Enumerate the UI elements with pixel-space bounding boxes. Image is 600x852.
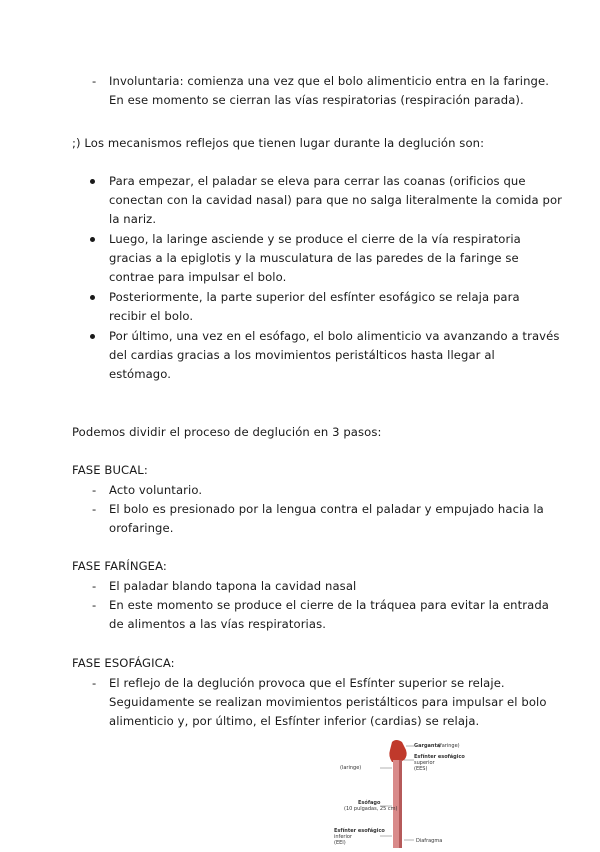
label-esfinter-inf: Esfínter esofágico — [334, 828, 385, 834]
bullet-line: la nariz. — [109, 212, 157, 226]
label-esfinter-inf: (EEI) — [334, 840, 346, 846]
list-dash: - — [92, 502, 97, 516]
bullet-icon — [90, 237, 95, 242]
phase-title-faringea: FASE FARÍNGEA: — [72, 559, 167, 573]
list-dash: - — [92, 676, 97, 690]
label-faringe: (faringe) — [438, 743, 460, 749]
bullet-icon — [90, 334, 95, 339]
bullet-line: del cardias gracias a los movimientos peristálticos hasta llegar al — [109, 348, 495, 362]
label-garganta: Garganta — [414, 743, 441, 749]
bullet-icon — [90, 179, 95, 184]
list-item-line: En ese momento se cierran las vías respiratorias (respiración parada). — [109, 93, 524, 107]
phase-item-line: En este momento se produce el cierre de la tráquea para evitar la entrada — [109, 598, 550, 612]
mechanisms-heading: ;) Los mecanismos reflejos que tienen lugar durante la deglución son: — [72, 136, 485, 150]
bullet-line: Posteriormente, la parte superior del esfínter esofágico se relaja para — [109, 290, 520, 304]
bullet-line: conectan con la cavidad nasal) para que no salga literalmente la comida por — [109, 193, 563, 207]
phase-item-line: Seguidamente se realizan movimientos peristálticos para impulsar el bolo — [109, 695, 547, 709]
label-left: (laringe) — [340, 765, 362, 771]
phase-title-bucal: FASE BUCAL: — [72, 463, 148, 477]
list-dash: - — [92, 598, 97, 612]
list-dash: - — [92, 579, 97, 593]
bullet-icon — [90, 295, 95, 300]
pharynx-shape — [389, 740, 406, 762]
phase-item-line: El paladar blando tapona la cavidad nasal — [109, 579, 357, 593]
bullet-line: contrae para impulsar el bolo. — [109, 270, 287, 284]
bullet-line: recibir el bolo. — [109, 309, 194, 323]
label-esfinter-sup: superior — [414, 760, 435, 766]
bullet-line: Para empezar, el paladar se eleva para cerrar las coanas (orificios que — [109, 174, 526, 188]
phase-item-line: de alimentos a las vías respiratorias. — [109, 617, 327, 631]
label-esofago-len: (10 pulgadas, 25 cm) — [344, 806, 398, 812]
list-dash: - — [92, 483, 97, 497]
label-esofago: Esófago — [358, 800, 381, 806]
bullet-line: Luego, la laringe asciende y se produce el cierre de la vía respiratoria — [109, 232, 521, 246]
phase-item-line: alimenticio y, por último, el Esfínter inferior (cardias) se relaja. — [109, 714, 480, 728]
label-esfinter-sup: (EES) — [414, 766, 428, 772]
label-esfinter-inf: inferior — [334, 834, 352, 840]
bullet-line: estómago. — [109, 367, 172, 381]
label-diafragma: Diafragma — [416, 838, 443, 844]
label-esfinter-sup: Esfínter esofágico — [414, 754, 465, 760]
phase-item-line: El reflejo de la deglución provoca que el Esfínter superior se relaje. — [109, 676, 505, 690]
list-item-line: Involuntaria: comienza una vez que el bolo alimenticio entra en la faringe. — [109, 74, 550, 88]
steps-intro: Podemos dividir el proceso de deglución en 3 pasos: — [72, 425, 382, 439]
esophagus-tube-shade — [399, 760, 402, 848]
bullet-line: gracias a la epiglotis y la musculatura de las paredes de la faringe se — [109, 251, 519, 265]
phase-item-line: El bolo es presionado por la lengua contra el paladar y empujado hacia la — [109, 502, 544, 516]
phase-item-line: orofaringe. — [109, 521, 174, 535]
list-dash: - — [92, 74, 97, 88]
phase-title-esofagica: FASE ESOFÁGICA: — [72, 656, 175, 670]
bullet-line: Por último, una vez en el esófago, el bolo alimenticio va avanzando a través — [109, 329, 560, 343]
esophagus-figure — [330, 738, 530, 848]
phase-item-line: Acto voluntario. — [109, 483, 203, 497]
